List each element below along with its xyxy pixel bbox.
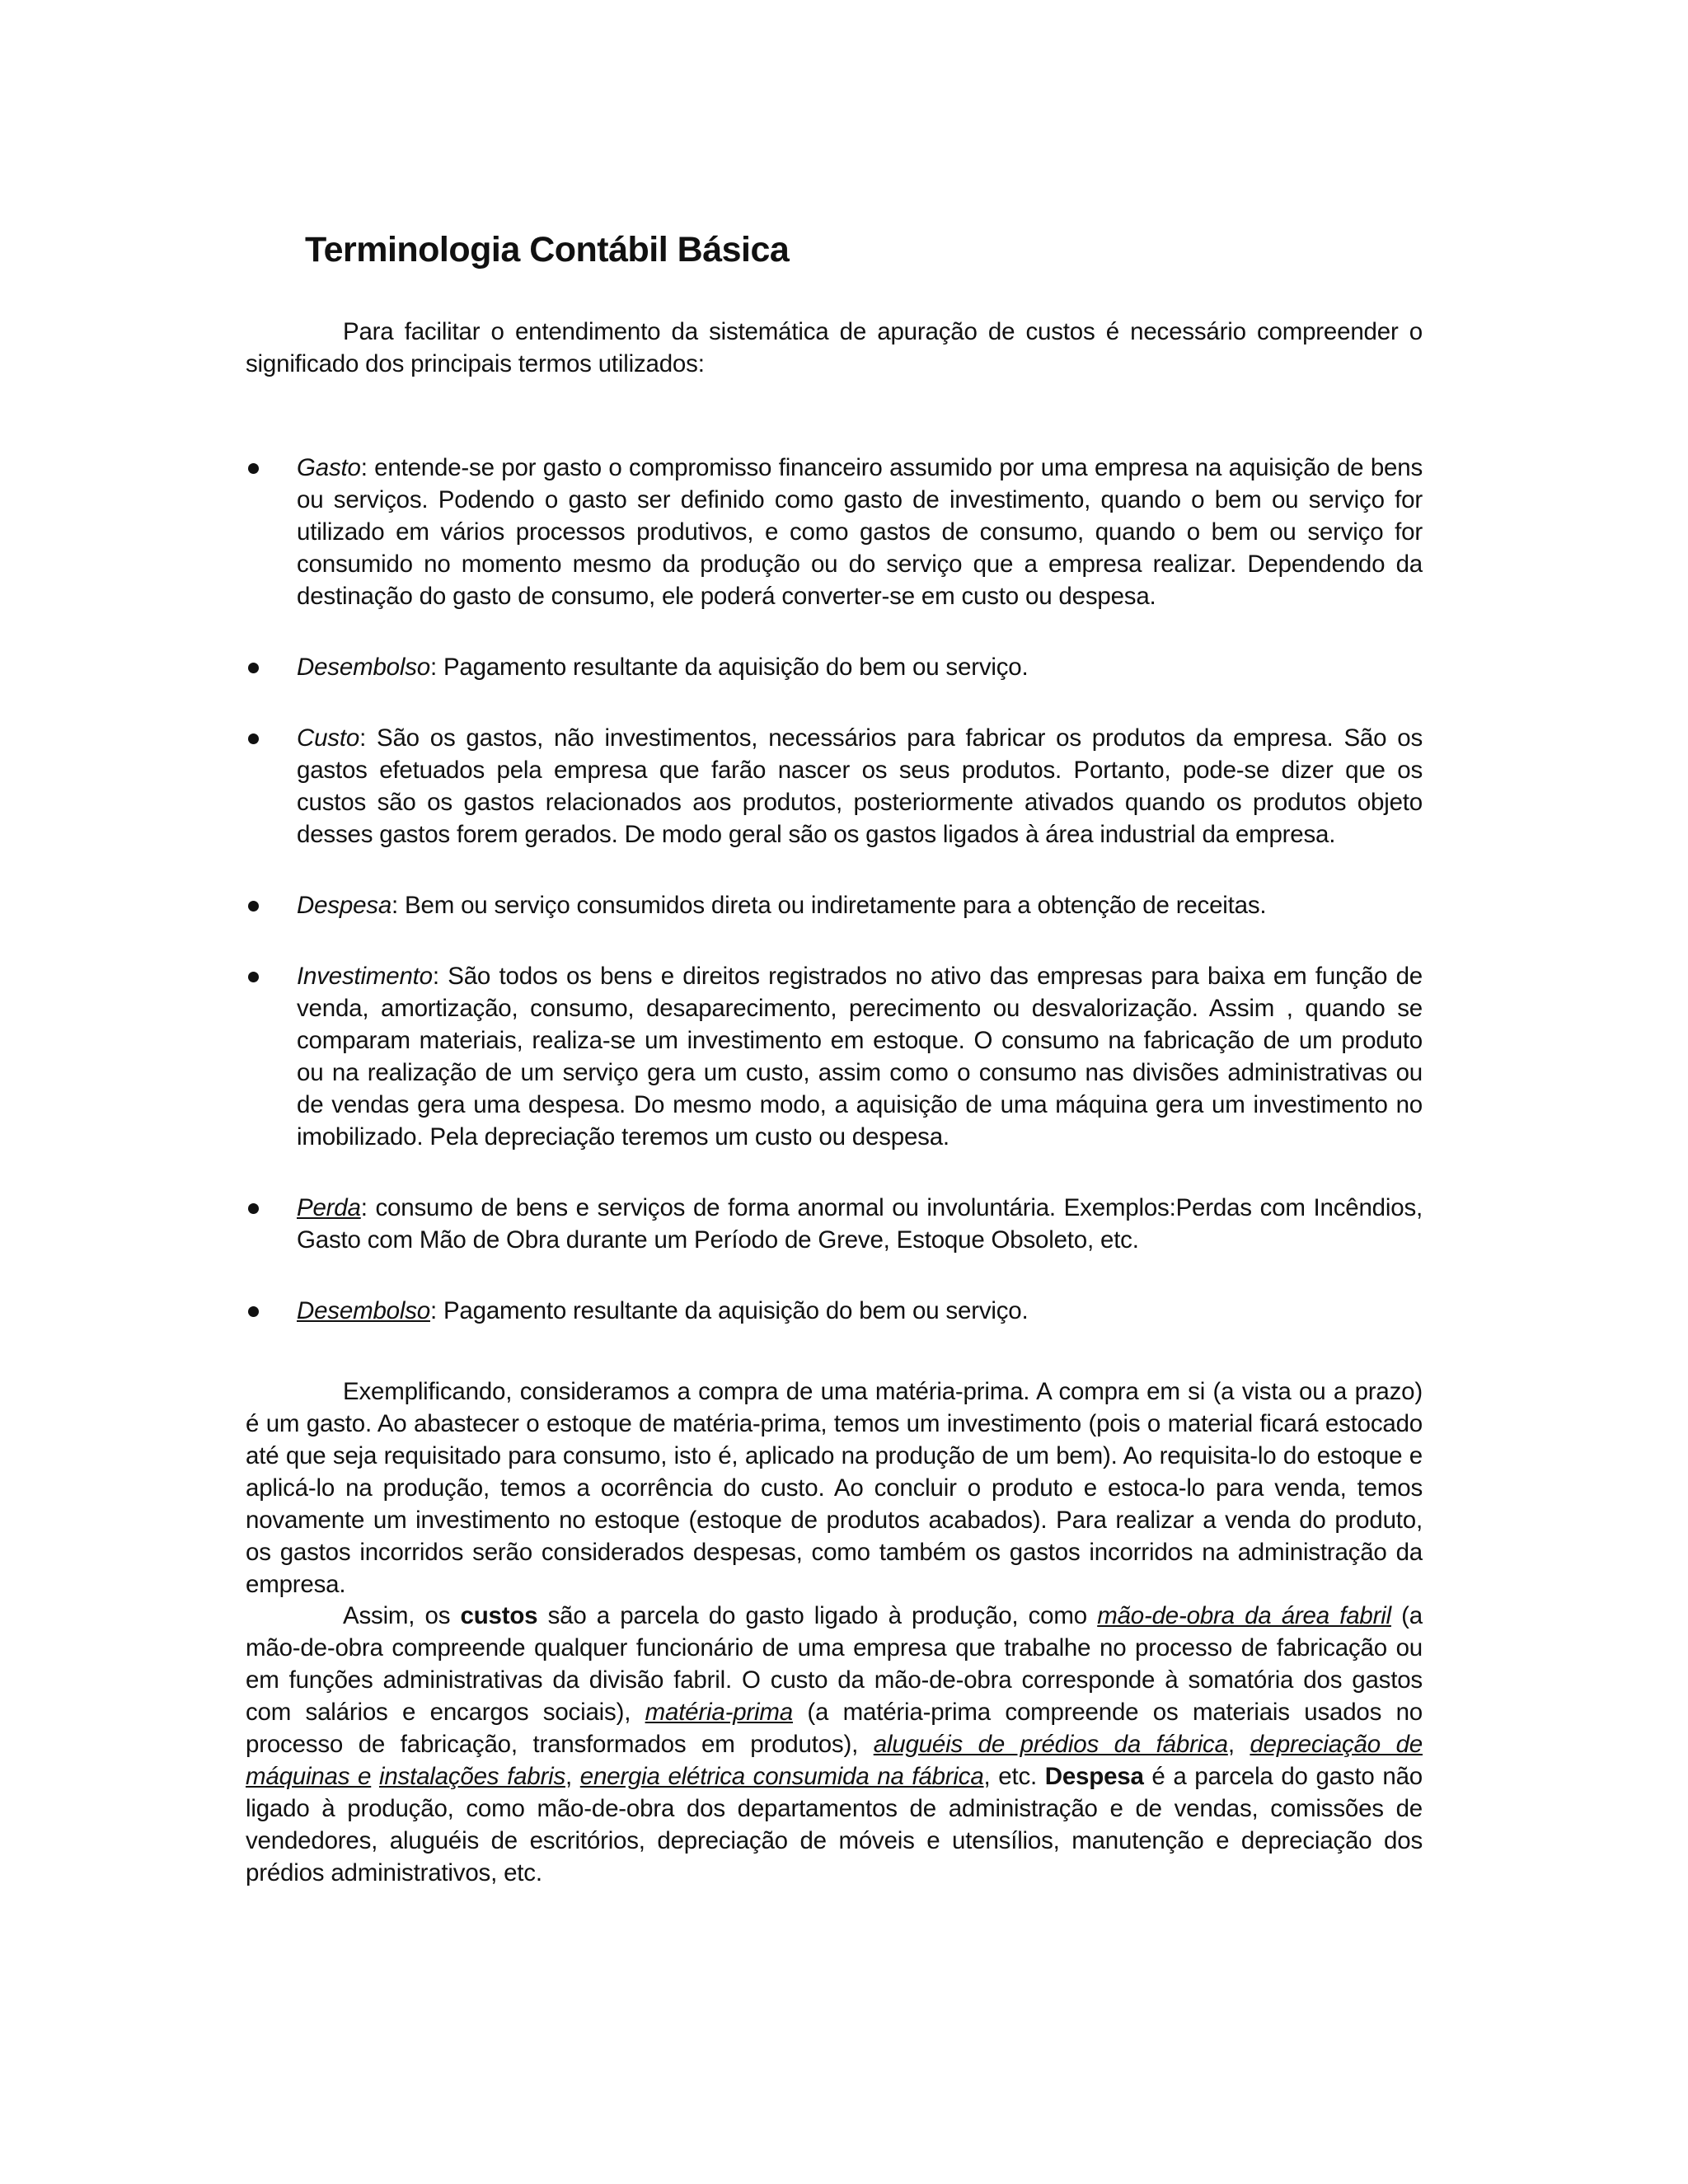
underlined-term: depreciação de máquinas e — [246, 1731, 1423, 1790]
term-perda: Perda — [297, 1194, 361, 1221]
bullet-icon — [248, 663, 259, 673]
term-despesa: Despesa — [297, 892, 392, 919]
definition-text: : Pagamento resultante da aquisição do bem ou serviço. — [429, 654, 1029, 681]
underlined-term: instalações fabris — [378, 1763, 566, 1790]
list-item — [246, 1192, 1423, 1256]
underlined-term: aluguéis de prédios da fábrica — [873, 1731, 1228, 1758]
list-item — [246, 651, 1423, 683]
bullet-icon — [248, 1203, 259, 1214]
underlined-term: matéria-prima — [645, 1699, 793, 1726]
bullet-icon — [248, 972, 259, 982]
text-run: (a matéria-prima compreende os materiais usados no processo de fabricação, transformados em produtos), — [246, 1699, 1423, 1758]
bullet-icon — [248, 463, 259, 474]
text-run: , — [1227, 1731, 1250, 1758]
definition-text: : entende-se por gasto o compromisso financeiro assumido por uma empresa na aquisição de bens ou serviços. Podendo o gasto ser definido como gasto de investimento, quando o bem ou serviço for utilizado em vários processos produtivos, e como gastos de consumo, quando o bem ou serviço for consumido no momento mesmo da produção ou do serviço que a empresa realizar. Dependendo da destinação do gasto de consumo, ele poderá converter-se em custo ou despesa. — [297, 454, 1423, 610]
term-custo: Custo — [297, 724, 360, 752]
definition-text: : Bem ou serviço consumidos direta ou indiretamente para a obtenção de receitas. — [392, 892, 1267, 919]
underlined-term: energia elétrica consumida na fábrica — [579, 1763, 984, 1790]
bullet-icon — [248, 1306, 259, 1317]
bold-custos: custos — [460, 1602, 538, 1629]
list-item — [246, 1295, 1423, 1327]
list-item — [246, 452, 1423, 612]
final-paragraph — [246, 1600, 1423, 1889]
definition-text: : Pagamento resultante da aquisição do bem ou serviço. — [429, 1297, 1029, 1324]
bullet-icon — [248, 901, 259, 912]
page-title: Terminologia Contábil Básica — [305, 230, 790, 269]
underlined-term: mão-de-obra da área fabril — [1097, 1602, 1391, 1629]
text-run: , etc. — [983, 1763, 1045, 1790]
list-item — [246, 722, 1423, 851]
text-run: é a parcela do gasto não ligado à produção, como mão-de-obra dos departamentos de administração e de vendas, comissões de vendedores, aluguéis de escritórios, depreciação de móveis e utensílios, manutenção e depreciação dos prédios administrativos, etc. — [246, 1763, 1423, 1886]
term-gasto: Gasto — [297, 454, 361, 481]
terms-list — [246, 452, 1423, 1366]
example-text: Exemplificando, consideramos a compra de uma matéria-prima. A compra em si (a vista ou a prazo) é um gasto. Ao abastecer o estoque de matéria-prima, temos um investimento (pois o material ficará estocado até que seja requisitado para consumo, isto é, aplicado na produção de um bem). Ao requisita-lo do estoque e aplicá-lo na produção, temos a ocorrência do custo. Ao concluir o produto e estoca-lo para venda, temos novamente um investimento no estoque (estoque de produtos acabados). Para realizar a venda do produto, os gastos incorridos serão considerados despesas, como também os gastos incorridos na administração da empresa. — [246, 1378, 1423, 1598]
term-investimento: Investimento — [297, 963, 433, 990]
definition-text: : São todos os bens e direitos registrados no ativo das empresas para baixa em função de venda, amortização, consumo, desaparecimento, perecimento ou desvalorização. Assim , quando se comparam materiais, realiza-se um investimento em estoque. O consumo na fabricação de um produto ou na realização de um serviço gera um custo, assim como o consumo nas divisões administrativas ou de vendas gera uma despesa. Do mesmo modo, a aquisição de uma máquina gera um investimento no imobilizado. Pela depreciação teremos um custo ou despesa. — [297, 963, 1423, 1151]
bold-despesa: Despesa — [1044, 1763, 1144, 1790]
bullet-icon — [248, 733, 259, 744]
text-run: (a mão-de-obra compreende qualquer funcionário de uma empresa que trabalhe no processo de fabricação ou em funções administrativas da divisão fabril. O custo da mão-de-obra corresponde à somatória dos gastos com salários e encargos sociais), — [246, 1602, 1423, 1726]
term-desembolso: Desembolso — [297, 654, 430, 681]
list-item — [246, 960, 1423, 1153]
text-run: são a parcela do gasto ligado à produção, como — [537, 1602, 1098, 1629]
definition-text: : consumo de bens e serviços de forma anormal ou involuntária. Exemplos:Perdas com Incêndios, Gasto com Mão de Obra durante um Período de Greve, Estoque Obsoleto, etc. — [297, 1194, 1423, 1254]
list-item — [246, 889, 1423, 921]
intro-paragraph — [246, 316, 1423, 380]
term-desembolso-2: Desembolso — [297, 1297, 430, 1324]
text-run: , — [565, 1763, 580, 1790]
example-paragraph — [246, 1376, 1423, 1601]
text-run: Assim, os — [343, 1602, 461, 1629]
text-run — [371, 1763, 379, 1790]
intro-text: Para facilitar o entendimento da sistemática de apuração de custos é necessário compreender o significado dos principais termos utilizados: — [246, 318, 1423, 377]
definition-text: : São os gastos, não investimentos, necessários para fabricar os produtos da empresa. São os gastos efetuados pela empresa que farão nascer os seus produtos. Portanto, pode-se dizer que os custos são os gastos relacionados aos produtos, posteriormente ativados quando os produtos objeto desses gastos forem gerados. De modo geral são os gastos ligados à área industrial da empresa. — [297, 724, 1423, 848]
